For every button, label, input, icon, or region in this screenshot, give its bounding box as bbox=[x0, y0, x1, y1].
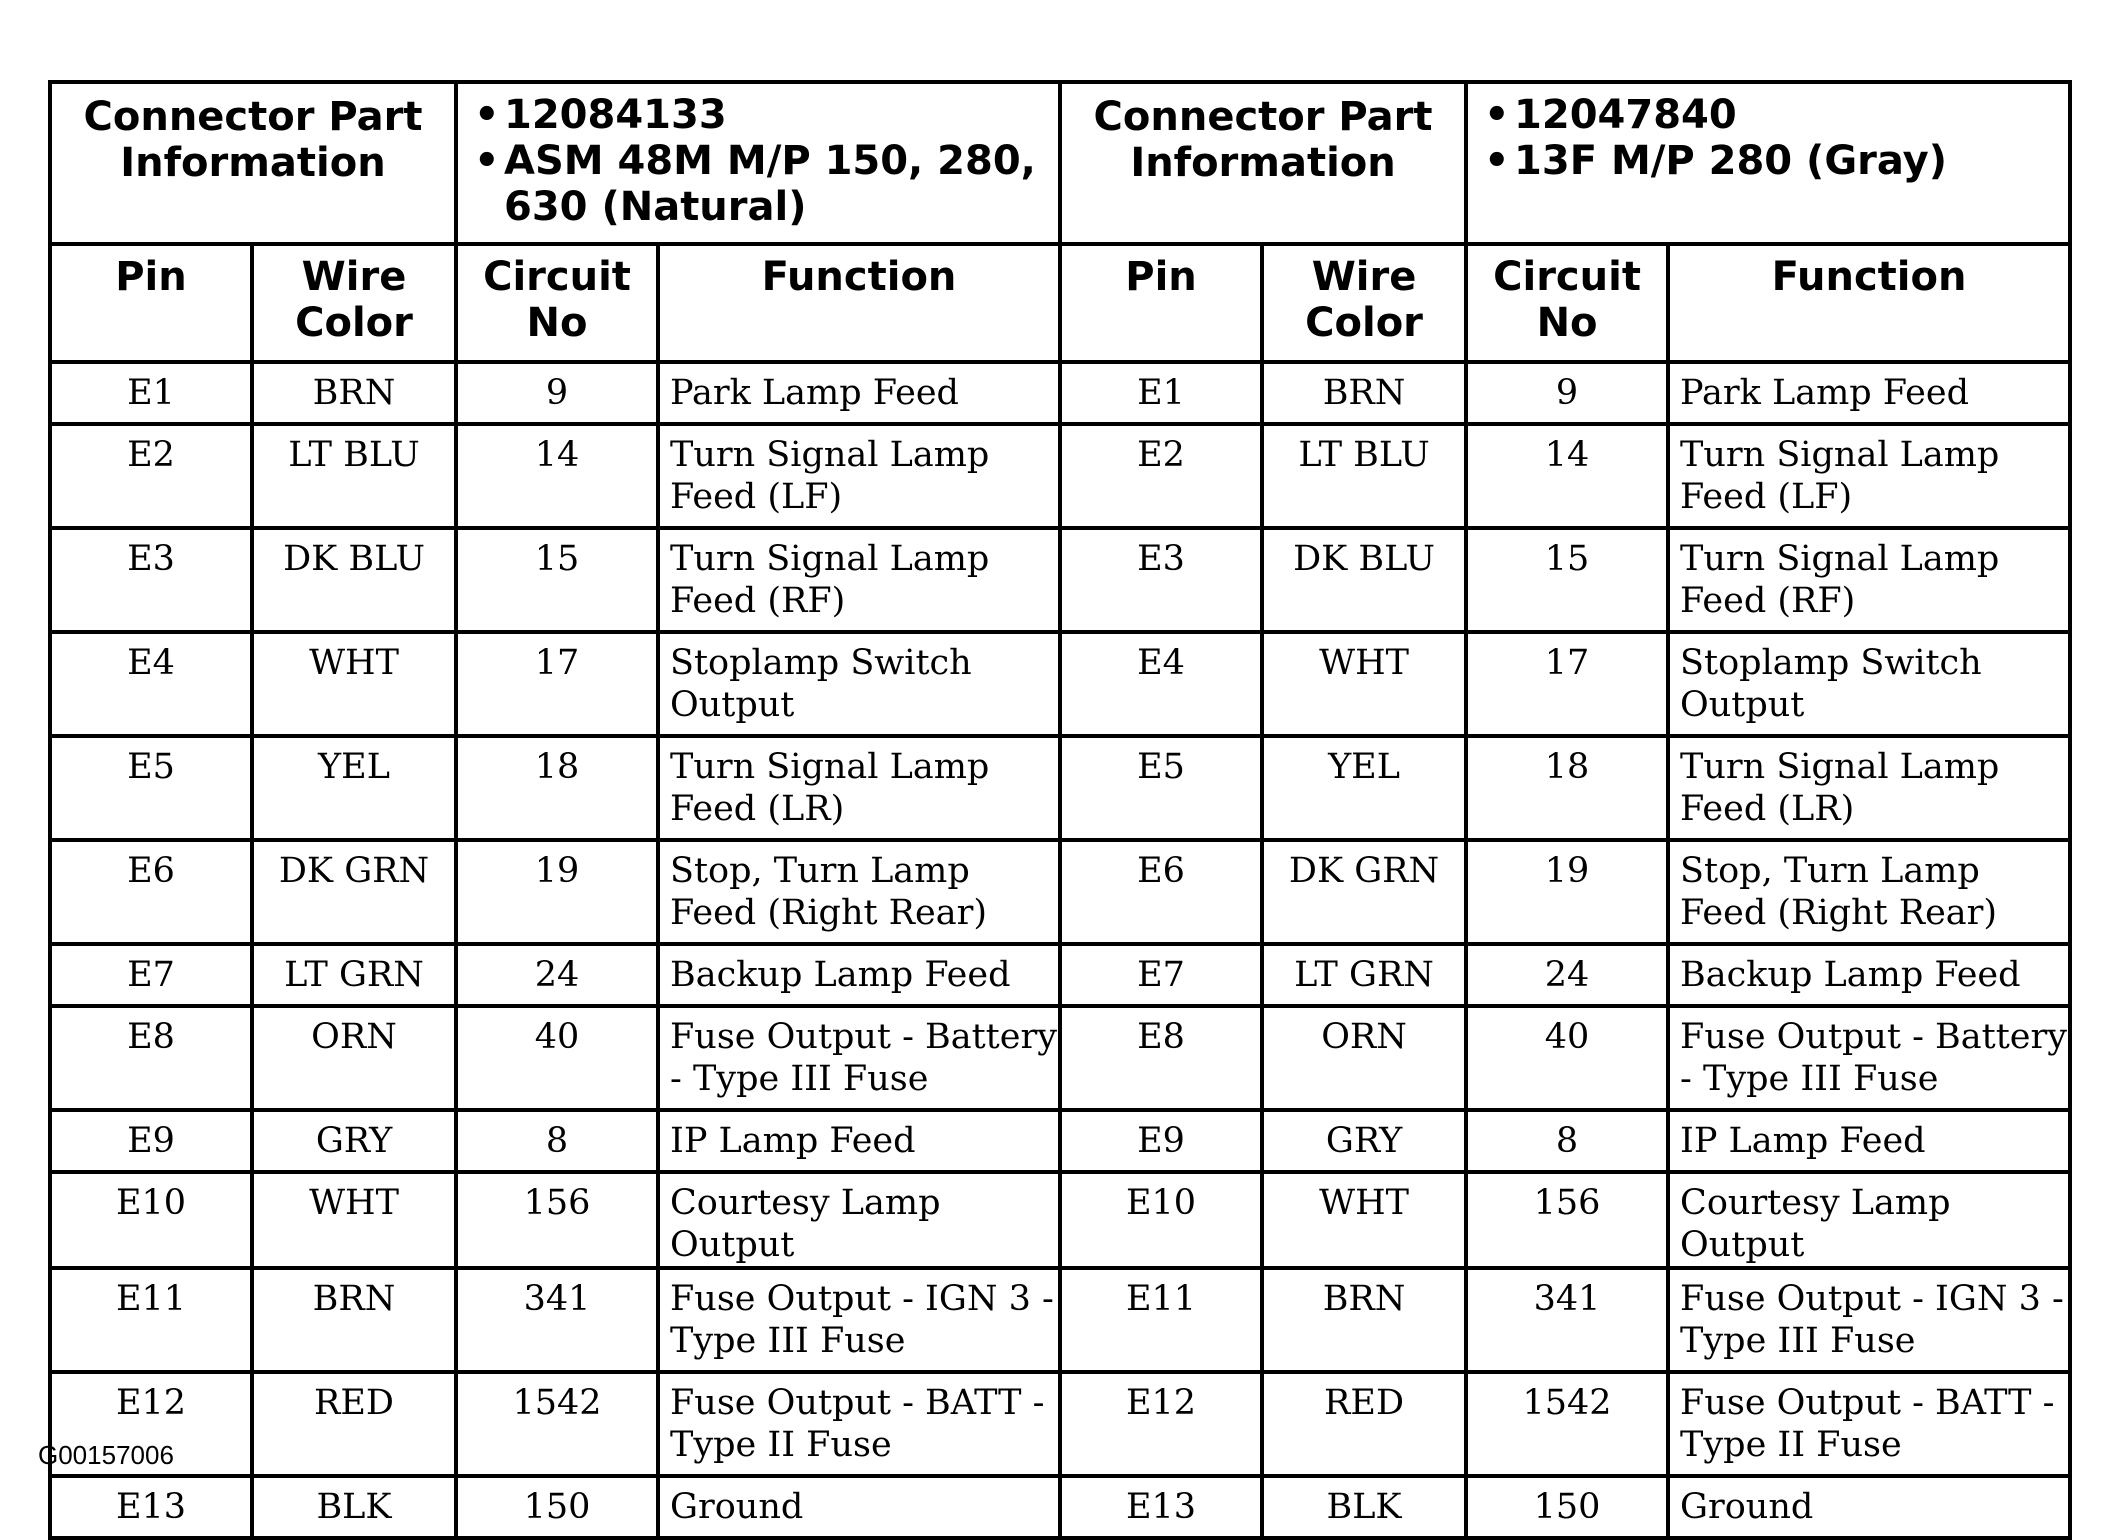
left-connector-part-numbers bbox=[456, 82, 1060, 244]
right-part-number-1: • 12047840 bbox=[1514, 92, 2068, 138]
table-row bbox=[50, 632, 2070, 736]
left-pin-cell: E3 bbox=[50, 528, 252, 632]
left-header-function: Function bbox=[658, 244, 1060, 362]
left-wire-color-cell: ORN bbox=[252, 1006, 456, 1110]
right-circuit-no-cell: 15 bbox=[1466, 528, 1668, 632]
right-pin-cell: E1 bbox=[1060, 362, 1262, 424]
right-wire-color-cell: LT GRN bbox=[1262, 944, 1466, 1006]
left-pin-cell: E5 bbox=[50, 736, 252, 840]
right-wire-color-cell: RED bbox=[1262, 1372, 1466, 1476]
right-connector-part-numbers bbox=[1466, 82, 2070, 244]
right-pin-cell: E5 bbox=[1060, 736, 1262, 840]
connector-pinout-table bbox=[48, 80, 2072, 1540]
right-function-cell: Ground bbox=[1668, 1476, 2070, 1538]
right-wire-color-cell: WHT bbox=[1262, 1172, 1466, 1268]
left-function-cell: IP Lamp Feed bbox=[658, 1110, 1060, 1172]
left-wire-color-cell: DK BLU bbox=[252, 528, 456, 632]
left-connector-info-label: Connector Part Information bbox=[50, 82, 456, 244]
left-pin-cell: E13 bbox=[50, 1476, 252, 1538]
table-row bbox=[50, 736, 2070, 840]
right-pin-cell: E3 bbox=[1060, 528, 1262, 632]
right-wire-color-cell: DK BLU bbox=[1262, 528, 1466, 632]
right-circuit-no-cell: 40 bbox=[1466, 1006, 1668, 1110]
right-function-cell: Park Lamp Feed bbox=[1668, 362, 2070, 424]
right-function-cell: Stop, Turn Lamp Feed (Right Rear) bbox=[1668, 840, 2070, 944]
left-circuit-no-cell: 19 bbox=[456, 840, 658, 944]
left-function-cell: Turn Signal Lamp Feed (LR) bbox=[658, 736, 1060, 840]
right-pin-cell: E7 bbox=[1060, 944, 1262, 1006]
left-circuit-no-cell: 150 bbox=[456, 1476, 658, 1538]
table-row bbox=[50, 1006, 2070, 1110]
right-circuit-no-cell: 1542 bbox=[1466, 1372, 1668, 1476]
right-pin-cell: E9 bbox=[1060, 1110, 1262, 1172]
right-header-circuit-no: Circuit No bbox=[1466, 244, 1668, 362]
right-pin-cell: E11 bbox=[1060, 1268, 1262, 1372]
right-circuit-no-cell: 19 bbox=[1466, 840, 1668, 944]
left-circuit-no-cell: 1542 bbox=[456, 1372, 658, 1476]
left-function-cell: Ground bbox=[658, 1476, 1060, 1538]
right-circuit-no-cell: 18 bbox=[1466, 736, 1668, 840]
table-row bbox=[50, 362, 2070, 424]
right-connector-info-label: Connector Part Information bbox=[1060, 82, 1466, 244]
left-function-cell: Fuse Output - IGN 3 - Type III Fuse bbox=[658, 1268, 1060, 1372]
table-row bbox=[50, 840, 2070, 944]
right-pin-cell: E8 bbox=[1060, 1006, 1262, 1110]
right-function-cell: Fuse Output - IGN 3 - Type III Fuse bbox=[1668, 1268, 2070, 1372]
left-circuit-no-cell: 40 bbox=[456, 1006, 658, 1110]
right-wire-color-cell: DK GRN bbox=[1262, 840, 1466, 944]
left-function-cell: Fuse Output - Battery - Type III Fuse bbox=[658, 1006, 1060, 1110]
table-row bbox=[50, 1372, 2070, 1476]
right-header-pin: Pin bbox=[1060, 244, 1262, 362]
left-wire-color-cell: BRN bbox=[252, 362, 456, 424]
right-function-cell: Turn Signal Lamp Feed (LR) bbox=[1668, 736, 2070, 840]
right-circuit-no-cell: 9 bbox=[1466, 362, 1668, 424]
right-function-cell: Stoplamp Switch Output bbox=[1668, 632, 2070, 736]
left-pin-cell: E6 bbox=[50, 840, 252, 944]
left-function-cell: Fuse Output - BATT - Type II Fuse bbox=[658, 1372, 1060, 1476]
right-pin-cell: E6 bbox=[1060, 840, 1262, 944]
left-function-cell: Courtesy Lamp Output bbox=[658, 1172, 1060, 1268]
right-function-cell: Backup Lamp Feed bbox=[1668, 944, 2070, 1006]
left-circuit-no-cell: 156 bbox=[456, 1172, 658, 1268]
right-function-cell: Fuse Output - BATT - Type II Fuse bbox=[1668, 1372, 2070, 1476]
right-wire-color-cell: WHT bbox=[1262, 632, 1466, 736]
right-wire-color-cell: GRY bbox=[1262, 1110, 1466, 1172]
right-header-function: Function bbox=[1668, 244, 2070, 362]
left-function-cell: Backup Lamp Feed bbox=[658, 944, 1060, 1006]
left-wire-color-cell: WHT bbox=[252, 1172, 456, 1268]
left-header-wire-color: Wire Color bbox=[252, 244, 456, 362]
left-circuit-no-cell: 17 bbox=[456, 632, 658, 736]
right-wire-color-cell: YEL bbox=[1262, 736, 1466, 840]
figure-id-caption: G00157006 bbox=[38, 1440, 174, 1470]
pinout-rows bbox=[50, 362, 2070, 1538]
left-circuit-no-cell: 15 bbox=[456, 528, 658, 632]
left-pin-cell: E12 bbox=[50, 1372, 252, 1476]
left-circuit-no-cell: 341 bbox=[456, 1268, 658, 1372]
right-wire-color-cell: BRN bbox=[1262, 362, 1466, 424]
right-circuit-no-cell: 17 bbox=[1466, 632, 1668, 736]
left-circuit-no-cell: 8 bbox=[456, 1110, 658, 1172]
left-pin-cell: E11 bbox=[50, 1268, 252, 1372]
table-row bbox=[50, 528, 2070, 632]
left-pin-cell: E1 bbox=[50, 362, 252, 424]
left-function-cell: Turn Signal Lamp Feed (RF) bbox=[658, 528, 1060, 632]
right-circuit-no-cell: 150 bbox=[1466, 1476, 1668, 1538]
left-pin-cell: E9 bbox=[50, 1110, 252, 1172]
left-circuit-no-cell: 14 bbox=[456, 424, 658, 528]
right-pin-cell: E4 bbox=[1060, 632, 1262, 736]
left-circuit-no-cell: 9 bbox=[456, 362, 658, 424]
right-wire-color-cell: BRN bbox=[1262, 1268, 1466, 1372]
table-row bbox=[50, 424, 2070, 528]
left-function-cell: Park Lamp Feed bbox=[658, 362, 1060, 424]
left-header-circuit-no: Circuit No bbox=[456, 244, 658, 362]
left-pin-cell: E10 bbox=[50, 1172, 252, 1268]
left-wire-color-cell: LT BLU bbox=[252, 424, 456, 528]
left-pin-cell: E7 bbox=[50, 944, 252, 1006]
right-pin-cell: E13 bbox=[1060, 1476, 1262, 1538]
left-wire-color-cell: YEL bbox=[252, 736, 456, 840]
right-circuit-no-cell: 24 bbox=[1466, 944, 1668, 1006]
left-header-pin: Pin bbox=[50, 244, 252, 362]
right-header-wire-color: Wire Color bbox=[1262, 244, 1466, 362]
left-pin-cell: E2 bbox=[50, 424, 252, 528]
table-row bbox=[50, 1268, 2070, 1372]
table-row bbox=[50, 944, 2070, 1006]
right-wire-color-cell: BLK bbox=[1262, 1476, 1466, 1538]
right-circuit-no-cell: 14 bbox=[1466, 424, 1668, 528]
left-circuit-no-cell: 18 bbox=[456, 736, 658, 840]
column-header-row bbox=[50, 244, 2070, 362]
left-part-number-1: • 12084133 bbox=[504, 92, 1058, 138]
right-function-cell: Turn Signal Lamp Feed (LF) bbox=[1668, 424, 2070, 528]
left-wire-color-cell: BRN bbox=[252, 1268, 456, 1372]
connector-info-row bbox=[50, 82, 2070, 244]
right-function-cell: IP Lamp Feed bbox=[1668, 1110, 2070, 1172]
left-part-number-2-cont: 630 (Natural) bbox=[504, 184, 807, 230]
left-function-cell: Turn Signal Lamp Feed (LF) bbox=[658, 424, 1060, 528]
left-wire-color-cell: BLK bbox=[252, 1476, 456, 1538]
right-pin-cell: E2 bbox=[1060, 424, 1262, 528]
left-wire-color-cell: RED bbox=[252, 1372, 456, 1476]
right-function-cell: Turn Signal Lamp Feed (RF) bbox=[1668, 528, 2070, 632]
left-wire-color-cell: DK GRN bbox=[252, 840, 456, 944]
left-pin-cell: E4 bbox=[50, 632, 252, 736]
right-function-cell: Fuse Output - Battery - Type III Fuse bbox=[1668, 1006, 2070, 1110]
right-wire-color-cell: ORN bbox=[1262, 1006, 1466, 1110]
connector-table-sheet bbox=[48, 80, 2068, 1540]
right-function-cell: Courtesy Lamp Output bbox=[1668, 1172, 2070, 1268]
left-part-number-2: • ASM 48M M/P 150, 280, bbox=[504, 138, 1058, 184]
right-pin-cell: E12 bbox=[1060, 1372, 1262, 1476]
left-function-cell: Stoplamp Switch Output bbox=[658, 632, 1060, 736]
table-row bbox=[50, 1110, 2070, 1172]
right-part-number-2: • 13F M/P 280 (Gray) bbox=[1514, 138, 2068, 184]
left-wire-color-cell: LT GRN bbox=[252, 944, 456, 1006]
left-pin-cell: E8 bbox=[50, 1006, 252, 1110]
left-circuit-no-cell: 24 bbox=[456, 944, 658, 1006]
left-wire-color-cell: GRY bbox=[252, 1110, 456, 1172]
right-wire-color-cell: LT BLU bbox=[1262, 424, 1466, 528]
table-row bbox=[50, 1476, 2070, 1538]
right-circuit-no-cell: 156 bbox=[1466, 1172, 1668, 1268]
left-function-cell: Stop, Turn Lamp Feed (Right Rear) bbox=[658, 840, 1060, 944]
right-circuit-no-cell: 341 bbox=[1466, 1268, 1668, 1372]
left-wire-color-cell: WHT bbox=[252, 632, 456, 736]
right-circuit-no-cell: 8 bbox=[1466, 1110, 1668, 1172]
table-row bbox=[50, 1172, 2070, 1268]
right-pin-cell: E10 bbox=[1060, 1172, 1262, 1268]
